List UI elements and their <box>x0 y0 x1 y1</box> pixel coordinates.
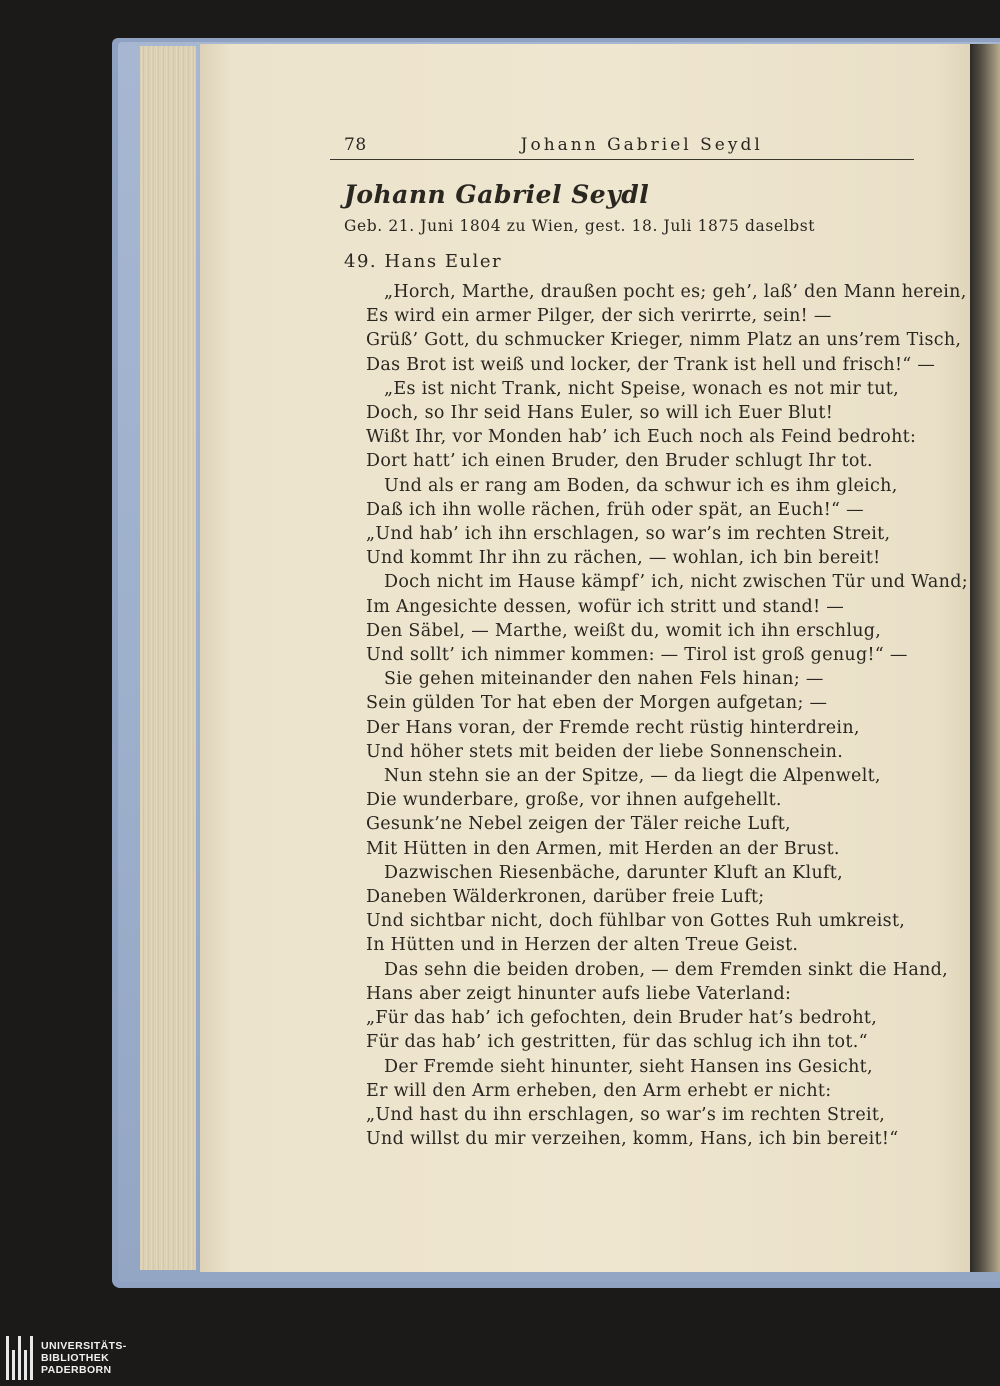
poem-line: Und sollt’ ich nimmer kommen: — Tirol ist groß genug!“ — <box>366 645 908 666</box>
poem-line: Und höher stets mit beiden der liebe Sonnenschein. <box>366 741 844 762</box>
poem-line: Gesunk’ne Nebel zeigen der Täler reiche Luft, <box>366 814 791 835</box>
poem-stanza <box>330 570 968 667</box>
poem-stanza <box>330 1055 920 1152</box>
poem-line: Er will den Arm erheben, den Arm erhebt er nicht: <box>366 1080 832 1101</box>
poem-line: „Und hast du ihn erschlagen, so war’s im rechten Streit, <box>366 1104 886 1125</box>
poem-line: „Horch, Marthe, draußen pocht es; geh’, laß’ den Mann herein, <box>384 282 967 302</box>
poem-title: 49. Hans Euler <box>344 251 503 272</box>
poem-line: Sein gülden Tor hat eben der Morgen aufgetan; — <box>366 693 828 714</box>
poem-line: Die wunderbare, große, vor ihnen aufgehellt. <box>366 790 782 811</box>
poem-line: Dazwischen Riesenbäche, darunter Kluft an Kluft, <box>384 862 843 883</box>
poem-line: Wißt Ihr, vor Monden hab’ ich Euch noch als Feind bedroht: <box>366 427 917 448</box>
poem-line: Das sehn die beiden droben, — dem Fremden sinkt die Hand, <box>384 959 948 980</box>
poem-line: Grüß’ Gott, du schmucker Krieger, nimm Platz an uns’rem Tisch, <box>366 330 962 351</box>
poem-line: Und als er rang am Boden, da schwur ich es ihm gleich, <box>384 475 898 496</box>
poem-line: Dort hatt’ ich einen Bruder, den Bruder schlugt Ihr tot. <box>366 451 873 472</box>
poem-stanza <box>330 280 967 377</box>
poem-body <box>330 280 968 1151</box>
poem-line: Daneben Wälderkronen, darüber freie Luft; <box>366 887 765 908</box>
poem-line: Mit Hütten in den Armen, mit Herden an der Brust. <box>366 838 840 859</box>
poem-line: Hans aber zeigt hinunter aufs liebe Vaterland: <box>366 983 792 1004</box>
logo-line-2: BIBLIOTHEK <box>41 1352 110 1364</box>
poem-stanza <box>330 958 948 1055</box>
author-dates: Geb. 21. Juni 1804 zu Wien, gest. 18. Juli 1875 daselbst <box>344 217 816 235</box>
logo-line-1: UNIVERSITÄTS- <box>41 1340 127 1352</box>
book-gutter <box>970 44 1000 1272</box>
poem-line: „Und hab’ ich ihn erschlagen, so war’s im rechten Streit, <box>366 524 891 545</box>
running-header <box>330 135 914 160</box>
page-edges <box>140 46 196 1270</box>
poem-line: Der Fremde sieht hinunter, sieht Hansen ins Gesicht, <box>384 1056 873 1077</box>
poem-line: Nun stehn sie an der Spitze, — da liegt die Alpenwelt, <box>384 766 881 787</box>
poem-line: Sie gehen miteinander den nahen Fels hinan; — <box>384 669 824 690</box>
poem-line: Und willst du mir verzeihen, komm, Hans, ich bin bereit!“ <box>366 1129 899 1150</box>
poem-line: „Für das hab’ ich gefochten, dein Bruder hat’s bedroht, <box>366 1008 878 1029</box>
poem-line: Für das hab’ ich gestritten, für das schlug ich ihn tot.“ <box>366 1032 868 1053</box>
poem-stanza <box>330 474 920 571</box>
poem-line: In Hütten und in Herzen der alten Treue Geist. <box>366 935 799 956</box>
poem-stanza <box>330 377 920 474</box>
logo-line-3: PADERBORN <box>41 1364 112 1376</box>
poem-line: Das Brot ist weiß und locker, der Trank ist hell und frisch!“ — <box>366 354 936 375</box>
logo-mark-icon <box>6 1336 33 1380</box>
poem-line: Doch, so Ihr seid Hans Euler, so will ich Euer Blut! <box>366 403 834 424</box>
poem-line: Und kommt Ihr ihn zu rächen, — wohlan, ich bin bereit! <box>366 548 881 569</box>
poem-line: Den Säbel, — Marthe, weißt du, womit ich ihn erschlug, <box>366 620 882 641</box>
poem-line: Im Angesichte dessen, wofür ich stritt und stand! — <box>366 596 845 617</box>
page-number: 78 <box>344 135 367 155</box>
poem-stanza <box>330 764 920 861</box>
poem-stanza <box>330 667 920 764</box>
running-title: Johann Gabriel Seydl <box>520 135 763 155</box>
author-heading: Johann Gabriel Seydl <box>344 180 650 209</box>
poem-line: Und sichtbar nicht, doch fühlbar von Gottes Ruh umkreist, <box>366 911 906 932</box>
poem-line: Es wird ein armer Pilger, der sich verirrte, sein! — <box>366 306 832 327</box>
page-content <box>330 135 968 1151</box>
library-logo <box>6 1336 166 1380</box>
poem-line: Der Hans voran, der Fremde recht rüstig hinterdrein, <box>366 717 860 738</box>
poem-line: Doch nicht im Hause kämpf’ ich, nicht zwischen Tür und Wand; <box>384 572 968 593</box>
poem-stanza <box>330 861 920 958</box>
poem-line: „Es ist nicht Trank, nicht Speise, wonach es not mir tut, <box>384 378 899 399</box>
poem-line: Daß ich ihn wolle rächen, früh oder spät, an Euch!“ — <box>366 499 864 520</box>
